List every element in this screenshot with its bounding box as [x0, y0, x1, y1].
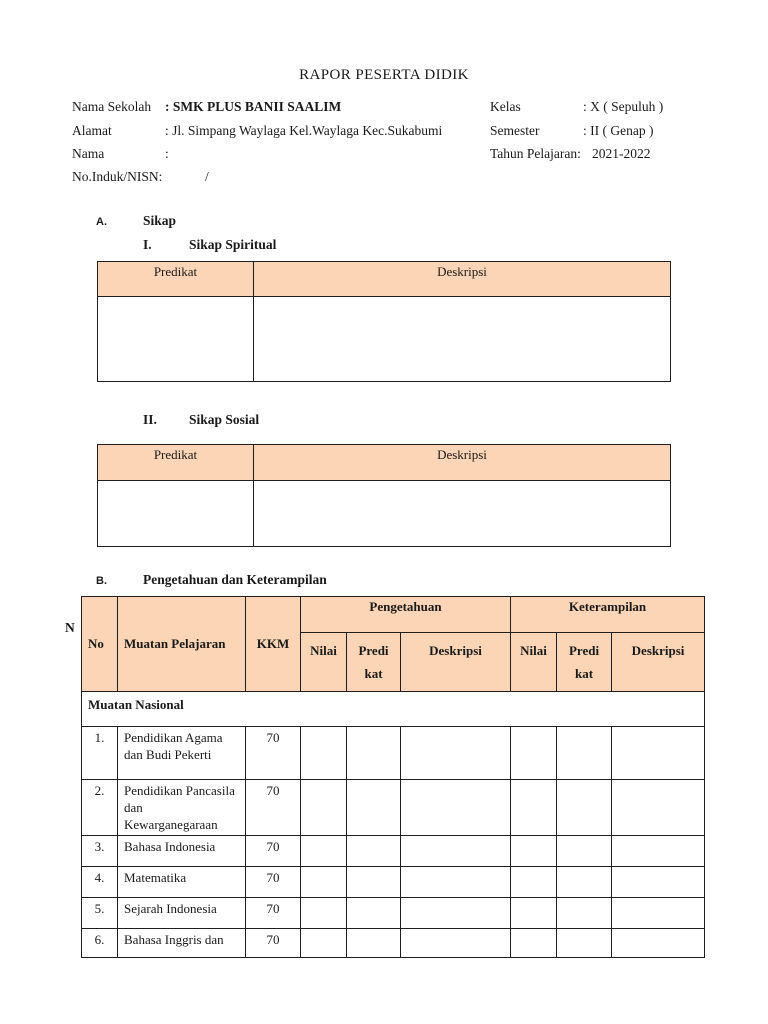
pengetahuan-predikat-header: Predi kat: [347, 633, 401, 692]
keterampilan-deskripsi-header: Deskripsi: [612, 633, 705, 692]
pengetahuan-deskripsi-header: Deskripsi: [401, 633, 511, 692]
row-deskripsi-k: [612, 867, 705, 898]
spiritual-predikat-cell: [98, 297, 254, 382]
class-value: : X ( Sepuluh ): [583, 99, 664, 114]
row-subject: Bahasa Indonesia: [118, 836, 246, 867]
no-header: No: [82, 597, 118, 692]
row-nilai-p: [301, 780, 347, 836]
spiritual-predikat-header: Predikat: [98, 262, 254, 297]
table-row: [82, 727, 705, 780]
keterampilan-header: Keterampilan: [511, 597, 705, 633]
row-kkm: 70: [246, 867, 301, 898]
keterampilan-nilai-header: Nilai: [511, 633, 557, 692]
sosial-deskripsi-header: Deskripsi: [254, 445, 671, 481]
keterampilan-predikat-header: Predi kat: [557, 633, 612, 692]
muatan-nasional-group: Muatan Nasional: [82, 692, 705, 727]
row-subject: Pendidikan Pancasila dan Kewarganegaraan: [118, 780, 246, 836]
row-predikat-k: [557, 929, 612, 958]
pengetahuan-nilai-header: Nilai: [301, 633, 347, 692]
row-predikat-k: [557, 898, 612, 929]
row-deskripsi-p: [401, 898, 511, 929]
section-b-title: Pengetahuan dan Keterampilan: [143, 572, 327, 587]
year-value: 2021-2022: [592, 146, 651, 161]
name-label: Nama: [72, 146, 105, 161]
row-subject: Sejarah Indonesia: [118, 898, 246, 929]
sosial-predikat-cell: [98, 481, 254, 547]
spiritual-deskripsi-header: Deskripsi: [254, 262, 671, 297]
row-predikat-p: [347, 867, 401, 898]
spiritual-deskripsi-cell: [254, 297, 671, 382]
year-label: Tahun Pelajaran:: [490, 146, 581, 161]
row-subject: Bahasa Inggris dan: [118, 929, 246, 958]
row-predikat-k: [557, 780, 612, 836]
row-no: 5.: [82, 898, 118, 929]
row-nilai-k: [511, 836, 557, 867]
nisn-label: No.Induk/NISN:: [72, 169, 163, 184]
row-no: 6.: [82, 929, 118, 958]
nisn-value: /: [205, 169, 209, 184]
row-predikat-p: [347, 727, 401, 780]
table-row: [82, 867, 705, 898]
section-b-side-letter: N: [65, 620, 75, 635]
row-nilai-k: [511, 727, 557, 780]
row-deskripsi-p: [401, 867, 511, 898]
report-title: RAPOR PESERTA DIDIK: [299, 67, 469, 83]
section-a-letter: A.: [96, 216, 107, 228]
pengetahuan-header: Pengetahuan: [301, 597, 511, 633]
row-nilai-k: [511, 867, 557, 898]
row-kkm: 70: [246, 780, 301, 836]
row-deskripsi-k: [612, 780, 705, 836]
spiritual-table: [97, 261, 671, 382]
row-predikat-p: [347, 780, 401, 836]
row-predikat-k: [557, 836, 612, 867]
row-subject: Matematika: [118, 867, 246, 898]
row-deskripsi-k: [612, 898, 705, 929]
row-no: 1.: [82, 727, 118, 780]
class-label: Kelas: [490, 99, 521, 114]
row-kkm: 70: [246, 898, 301, 929]
row-deskripsi-k: [612, 929, 705, 958]
row-deskripsi-p: [401, 727, 511, 780]
row-deskripsi-k: [612, 836, 705, 867]
row-no: 2.: [82, 780, 118, 836]
school-label: Nama Sekolah: [72, 99, 152, 114]
row-nilai-p: [301, 867, 347, 898]
semester-label: Semester: [490, 123, 540, 138]
sosial-deskripsi-cell: [254, 481, 671, 547]
muatan-header: Muatan Pelajaran: [118, 597, 246, 692]
table-row: [82, 898, 705, 929]
row-predikat-p: [347, 929, 401, 958]
row-predikat-k: [557, 727, 612, 780]
sosial-title: Sikap Sosial: [189, 412, 260, 427]
row-kkm: 70: [246, 836, 301, 867]
address-label: Alamat: [72, 123, 112, 138]
row-subject: Pendidikan Agama dan Budi Pekerti: [118, 727, 246, 780]
row-nilai-p: [301, 898, 347, 929]
row-predikat-p: [347, 836, 401, 867]
row-kkm: 70: [246, 929, 301, 958]
row-no: 3.: [82, 836, 118, 867]
row-predikat-p: [347, 898, 401, 929]
row-nilai-k: [511, 780, 557, 836]
table-row: [82, 929, 705, 958]
row-deskripsi-p: [401, 836, 511, 867]
sosial-predikat-header: Predikat: [98, 445, 254, 481]
section-a-title: Sikap: [143, 213, 177, 228]
grades-table: [81, 596, 705, 958]
school-value: : SMK PLUS BANII SAALIM: [165, 99, 342, 114]
row-deskripsi-p: [401, 780, 511, 836]
row-nilai-k: [511, 929, 557, 958]
row-deskripsi-k: [612, 727, 705, 780]
section-b-letter: B.: [96, 575, 107, 587]
row-nilai-p: [301, 929, 347, 958]
sosial-table: [97, 444, 671, 547]
table-row: [82, 836, 705, 867]
row-nilai-p: [301, 727, 347, 780]
row-no: 4.: [82, 867, 118, 898]
spiritual-title: Sikap Spiritual: [189, 237, 277, 252]
table-row: [82, 780, 705, 836]
spiritual-num: I.: [143, 237, 152, 252]
name-value: :: [165, 146, 169, 161]
kkm-header: KKM: [246, 597, 301, 692]
semester-value: : II ( Genap ): [583, 123, 654, 138]
row-nilai-k: [511, 898, 557, 929]
row-predikat-k: [557, 867, 612, 898]
row-deskripsi-p: [401, 929, 511, 958]
row-nilai-p: [301, 836, 347, 867]
address-value: : Jl. Simpang Waylaga Kel.Waylaga Kec.Sukabumi: [165, 123, 443, 138]
sosial-num: II.: [143, 412, 157, 427]
row-kkm: 70: [246, 727, 301, 780]
